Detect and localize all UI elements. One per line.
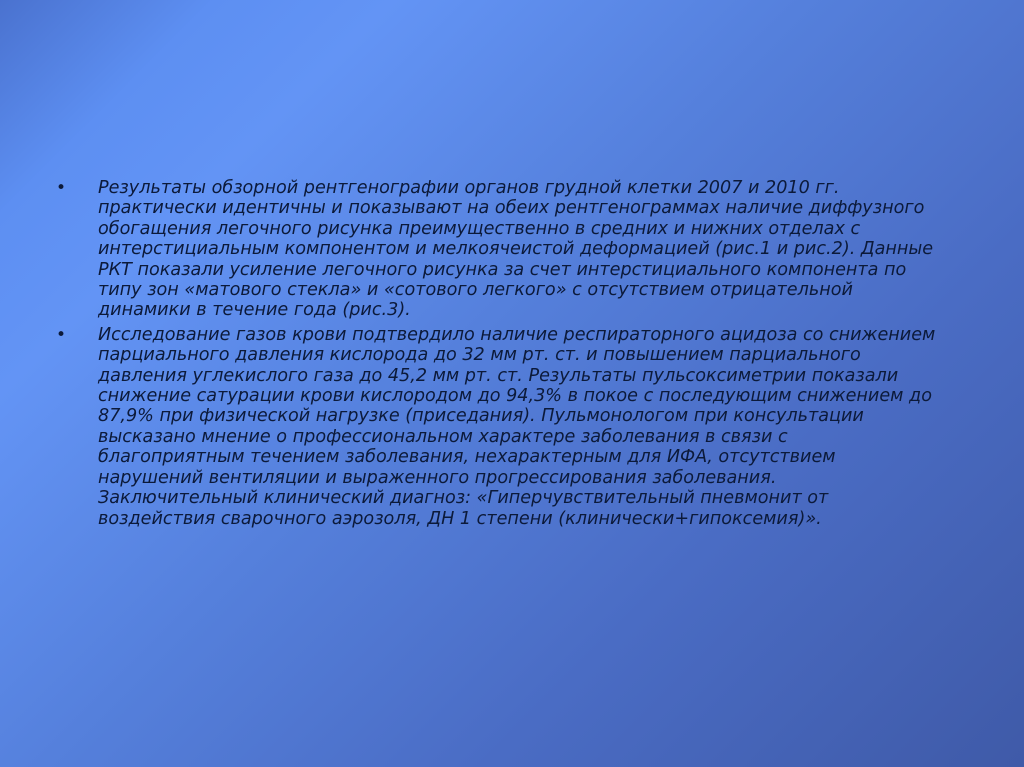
bullet-item-blood-gases <box>56 325 936 529</box>
bullet-text-radiography: Результаты обзорной рентгенографии органов грудной клетки 2007 и 2010 гг. практически идентичны и показывают на обеих рентгенограммах наличие диффузного обогащения легочного рисунка преимущественно в средних и нижних отделах с интерстициальным компонентом и мелкоячеистой деформацией (рис.1 и рис.2). Данные РКТ показали усиление легочного рисунка за счет интерстициального компонента по типу зон «матового стекла» и «сотового легкого» с отсутствием отрицательной динамики в течение года (рис.3). <box>98 178 934 321</box>
bullet-marker: • <box>56 178 67 198</box>
slide-body <box>56 178 936 533</box>
bullet-item-radiography <box>56 178 936 321</box>
bullet-text-blood-gases: Исследование газов крови подтвердило наличие респираторного ацидоза со снижением парциального давления кислорода до 32 мм рт. ст. и повышением парциального давления углекислого газа до 45,2 мм рт. ст. Результаты пульсоксиметрии показали снижение сатурации крови кислородом до 94,3% в покое с последующим снижением до 87,9% при физической нагрузке (приседания). Пульмонологом при консультации высказано мнение о профессиональном характере заболевания в связи с благоприятным течением заболевания, нехарактерным для ИФА, отсутствием нарушений вентиляции и выраженного прогрессирования заболевания. Заключительный клинический диагноз: «Гиперчувствительный пневмонит от воздействия сварочного аэрозоля, ДН 1 степени (клинически+гипоксемия)». <box>98 324 936 529</box>
bullet-marker: • <box>56 324 67 345</box>
